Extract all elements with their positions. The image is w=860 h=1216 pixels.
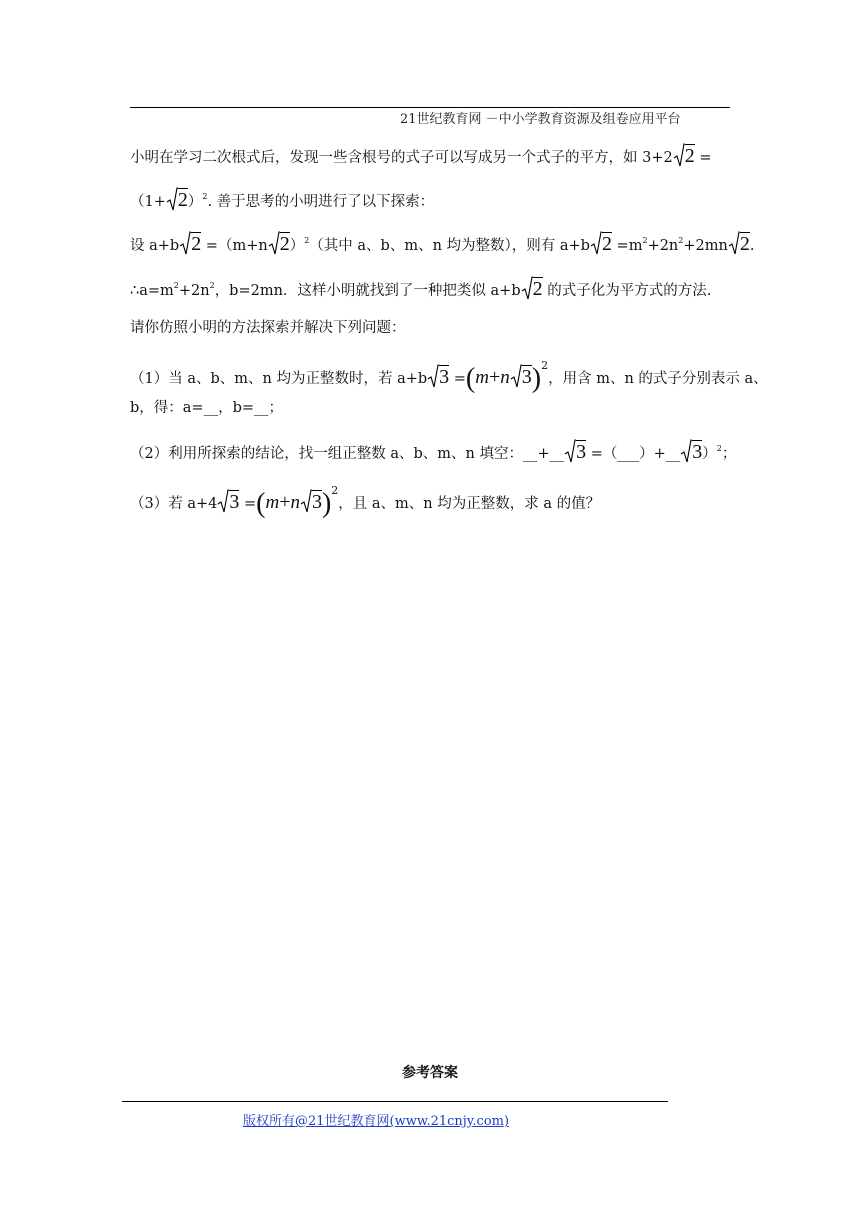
text-segment: ，且 a、m、n 均为正整数，求 a 的值？ xyxy=(338,496,601,512)
problem-line-3 xyxy=(130,230,754,256)
text-segment: ，用含 m、n 的式子分别表示 a、 xyxy=(548,371,768,387)
var-m: m xyxy=(265,492,280,513)
text-segment: （3）若 a+4 xyxy=(130,496,218,512)
text-segment: ∴a=m xyxy=(130,283,174,299)
answers-title: 参考答案 xyxy=(402,1065,458,1081)
radicand: 2 xyxy=(191,233,202,255)
radicand: 3 xyxy=(692,441,703,463)
text-segment: . xyxy=(749,238,755,254)
superscript: 2 xyxy=(716,444,722,453)
radicand: 3 xyxy=(439,366,450,388)
radicand: 2 xyxy=(532,278,543,300)
problem-line-4 xyxy=(130,275,711,301)
text-segment: （其中 a、b、m、n 均为整数），则有 a+b xyxy=(309,238,590,254)
radical-sign xyxy=(179,230,191,256)
text-segment: . 善于思考的小明进行了以下探索： xyxy=(207,194,435,210)
question-3 xyxy=(130,481,601,519)
radicand: 3 xyxy=(576,441,587,463)
text-segment: （1）当 a、b、m、n 均为正整数时，若 a+b xyxy=(130,371,428,387)
text-segment: （2）利用所探索的结论，找一组正整数 a、b、m、n 填空：__+__ xyxy=(130,446,565,462)
header-text: 21世纪教育网 －中小学教育资源及组卷应用平台 xyxy=(400,112,681,127)
superscript: 2 xyxy=(642,236,648,245)
question-2 xyxy=(130,438,736,464)
superscript: 2 xyxy=(202,192,208,201)
radical-sign xyxy=(510,363,522,389)
text-segment: =m xyxy=(611,238,643,254)
text-segment: 设 a+b xyxy=(130,238,180,254)
text-segment: +2mn xyxy=(683,238,728,254)
problem-line-1 xyxy=(130,142,711,168)
radical-sign xyxy=(217,488,229,514)
footer-rule xyxy=(122,1101,668,1102)
paren-open: ( xyxy=(256,488,266,519)
text-segment: ） xyxy=(289,238,305,254)
footer-copyright-link[interactable]: 版权所有@21世纪教育网(www.21cnjy.com) xyxy=(243,1114,510,1129)
paren-close: ) xyxy=(321,488,332,519)
plus-sign: + xyxy=(279,491,291,513)
radicand: 3 xyxy=(521,366,532,388)
text-segment: （1+ xyxy=(130,194,166,210)
text-segment: +2n xyxy=(647,238,679,254)
paren-close: ) xyxy=(531,363,542,394)
radical-sign xyxy=(427,363,439,389)
radicand: 2 xyxy=(279,233,290,255)
var-n: n xyxy=(500,367,510,388)
text-segment: = xyxy=(239,496,257,512)
radicand: 3 xyxy=(311,491,322,513)
text-segment: ； xyxy=(721,446,737,462)
radical-sign xyxy=(521,275,533,301)
radicand: 2 xyxy=(177,189,188,211)
radicand: 3 xyxy=(229,491,240,513)
text-segment: =（___）+__ xyxy=(586,446,681,462)
text-segment: 的式子化为平方式的方法. xyxy=(542,283,712,299)
radical-sign xyxy=(590,230,602,256)
radical-sign xyxy=(728,230,740,256)
question-1-cont xyxy=(130,398,283,418)
text-segment: ） xyxy=(702,446,717,462)
superscript: 2 xyxy=(304,236,310,245)
radicand: 2 xyxy=(601,233,612,255)
text-segment: 小明在学习二次根式后，发现一些含根号的式子可以写成另一个式子的平方，如 3+2 xyxy=(130,150,673,166)
exponent: 2 xyxy=(331,484,339,497)
problem-line-5 xyxy=(130,318,406,338)
var-m: m xyxy=(475,367,489,388)
text-segment: ，b=2mn．这样小明就找到了一种把类似 a+b xyxy=(214,283,521,299)
text-segment: b，得：a=__，b=__； xyxy=(130,400,284,416)
radical-sign xyxy=(166,186,178,212)
plus-sign: + xyxy=(488,366,501,388)
text-segment: 请你仿照小明的方法探索并解决下列问题： xyxy=(130,320,406,336)
radicand: 2 xyxy=(684,145,695,167)
superscript: 2 xyxy=(173,281,179,290)
text-segment: +2n xyxy=(178,283,210,299)
exponent: 2 xyxy=(541,359,549,372)
text-segment: =（m+n xyxy=(201,238,268,254)
paren-open: ( xyxy=(465,363,476,394)
text-segment: = xyxy=(449,371,466,387)
radical-sign xyxy=(564,438,576,464)
problem-line-2 xyxy=(130,186,434,212)
radical-sign xyxy=(680,438,692,464)
radical-sign xyxy=(300,488,312,514)
question-1 xyxy=(130,356,768,394)
var-n: n xyxy=(290,492,300,513)
text-segment: ） xyxy=(187,194,203,210)
superscript: 2 xyxy=(678,236,684,245)
radical-sign xyxy=(673,142,685,168)
superscript: 2 xyxy=(209,281,215,290)
text-segment: = xyxy=(694,150,712,166)
radicand: 2 xyxy=(739,233,750,255)
radical-sign xyxy=(268,230,280,256)
